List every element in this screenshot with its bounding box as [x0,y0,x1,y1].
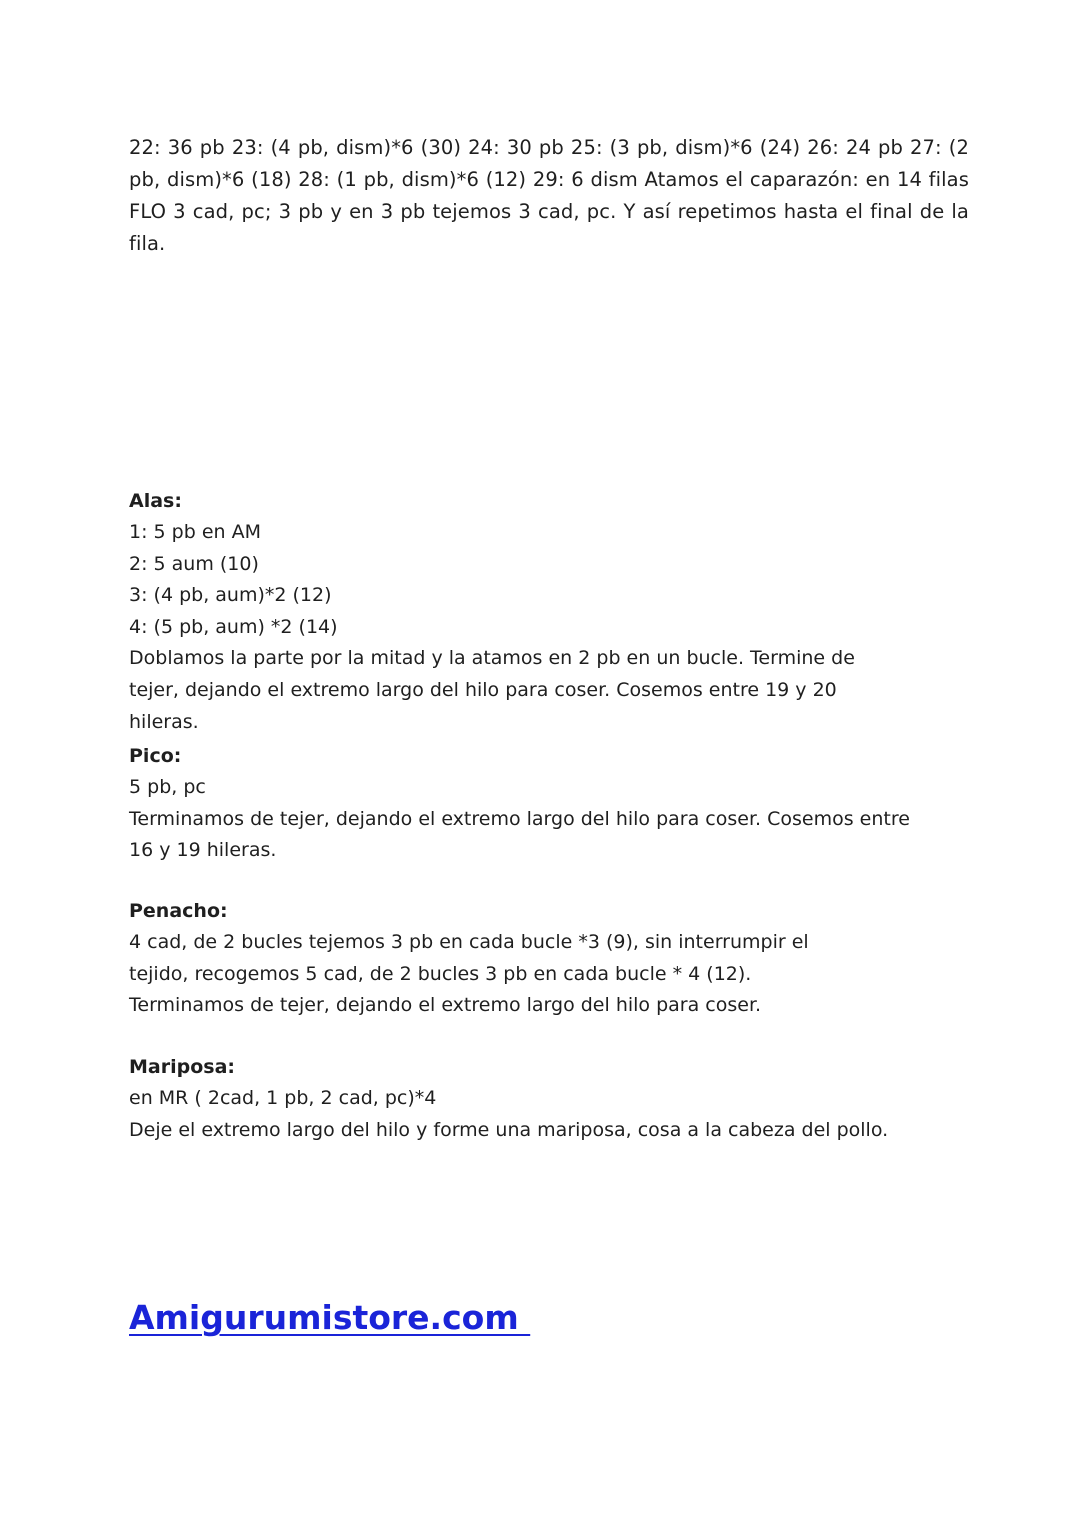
section-penacho [129,895,959,1022]
alas-instructions: Doblamos la parte por la mitad y la atamos en 2 pb en un bucle. Termine de tejer, dejando el extremo largo del hilo para coser. Cosemos entre 19 y 20 hileras. [129,647,855,733]
section-heading-penacho: Penacho: [129,900,228,922]
pico-line-1: 5 pb, pc [129,776,206,798]
alas-line-2: 2: 5 aum (10) [129,552,259,575]
amigurumistore-link[interactable]: Amigurumistore.com [129,1298,531,1337]
intro-block [129,132,969,260]
section-heading-alas: Alas: [129,490,182,512]
section-alas [129,485,959,738]
section-heading-pico: Pico: [129,745,182,767]
alas-line-1: 1: 5 pb en AM [129,521,261,543]
pico-instructions: Terminamos de tejer, dejando el extremo largo del hilo para coser. Cosemos entre 16 y 19 hileras. [129,807,910,862]
intro-paragraph: 22: 36 pb 23: (4 pb, dism)*6 (30) 24: 30 pb 25: (3 pb, dism)*6 (24) 26: 24 pb 27: (2 pb, dism)*6 (18) 28: (1 pb, dism)*6 (12) 29: 6 dism Atamos el caparazón: en 14 filas FLO 3 cad, pc; 3 pb y en 3 pb tejemos 3 cad, pc. Y así repetimos hasta el final de la fila. [129,136,969,255]
alas-line-4: 4: (5 pb, aum) *2 (14) [129,615,338,638]
section-pico [129,740,959,867]
section-mariposa [129,1051,959,1146]
section-heading-mariposa: Mariposa: [129,1056,235,1078]
penacho-instructions: 4 cad, de 2 bucles tejemos 3 pb en cada bucle *3 (9), sin interrumpir el tejido, recogemos 5 cad, de 2 bucles 3 pb en cada bucle * 4 (12). Terminamos de tejer, dejando el extremo largo del hilo para coser. [129,931,809,1017]
mariposa-line-2: Deje el extremo largo del hilo y forme una mariposa, cosa a la cabeza del pollo. [129,1118,889,1141]
alas-line-3: 3: (4 pb, aum)*2 (12) [129,584,332,607]
mariposa-line-1: en MR ( 2cad, 1 pb, 2 cad, pc)*4 [129,1087,437,1109]
